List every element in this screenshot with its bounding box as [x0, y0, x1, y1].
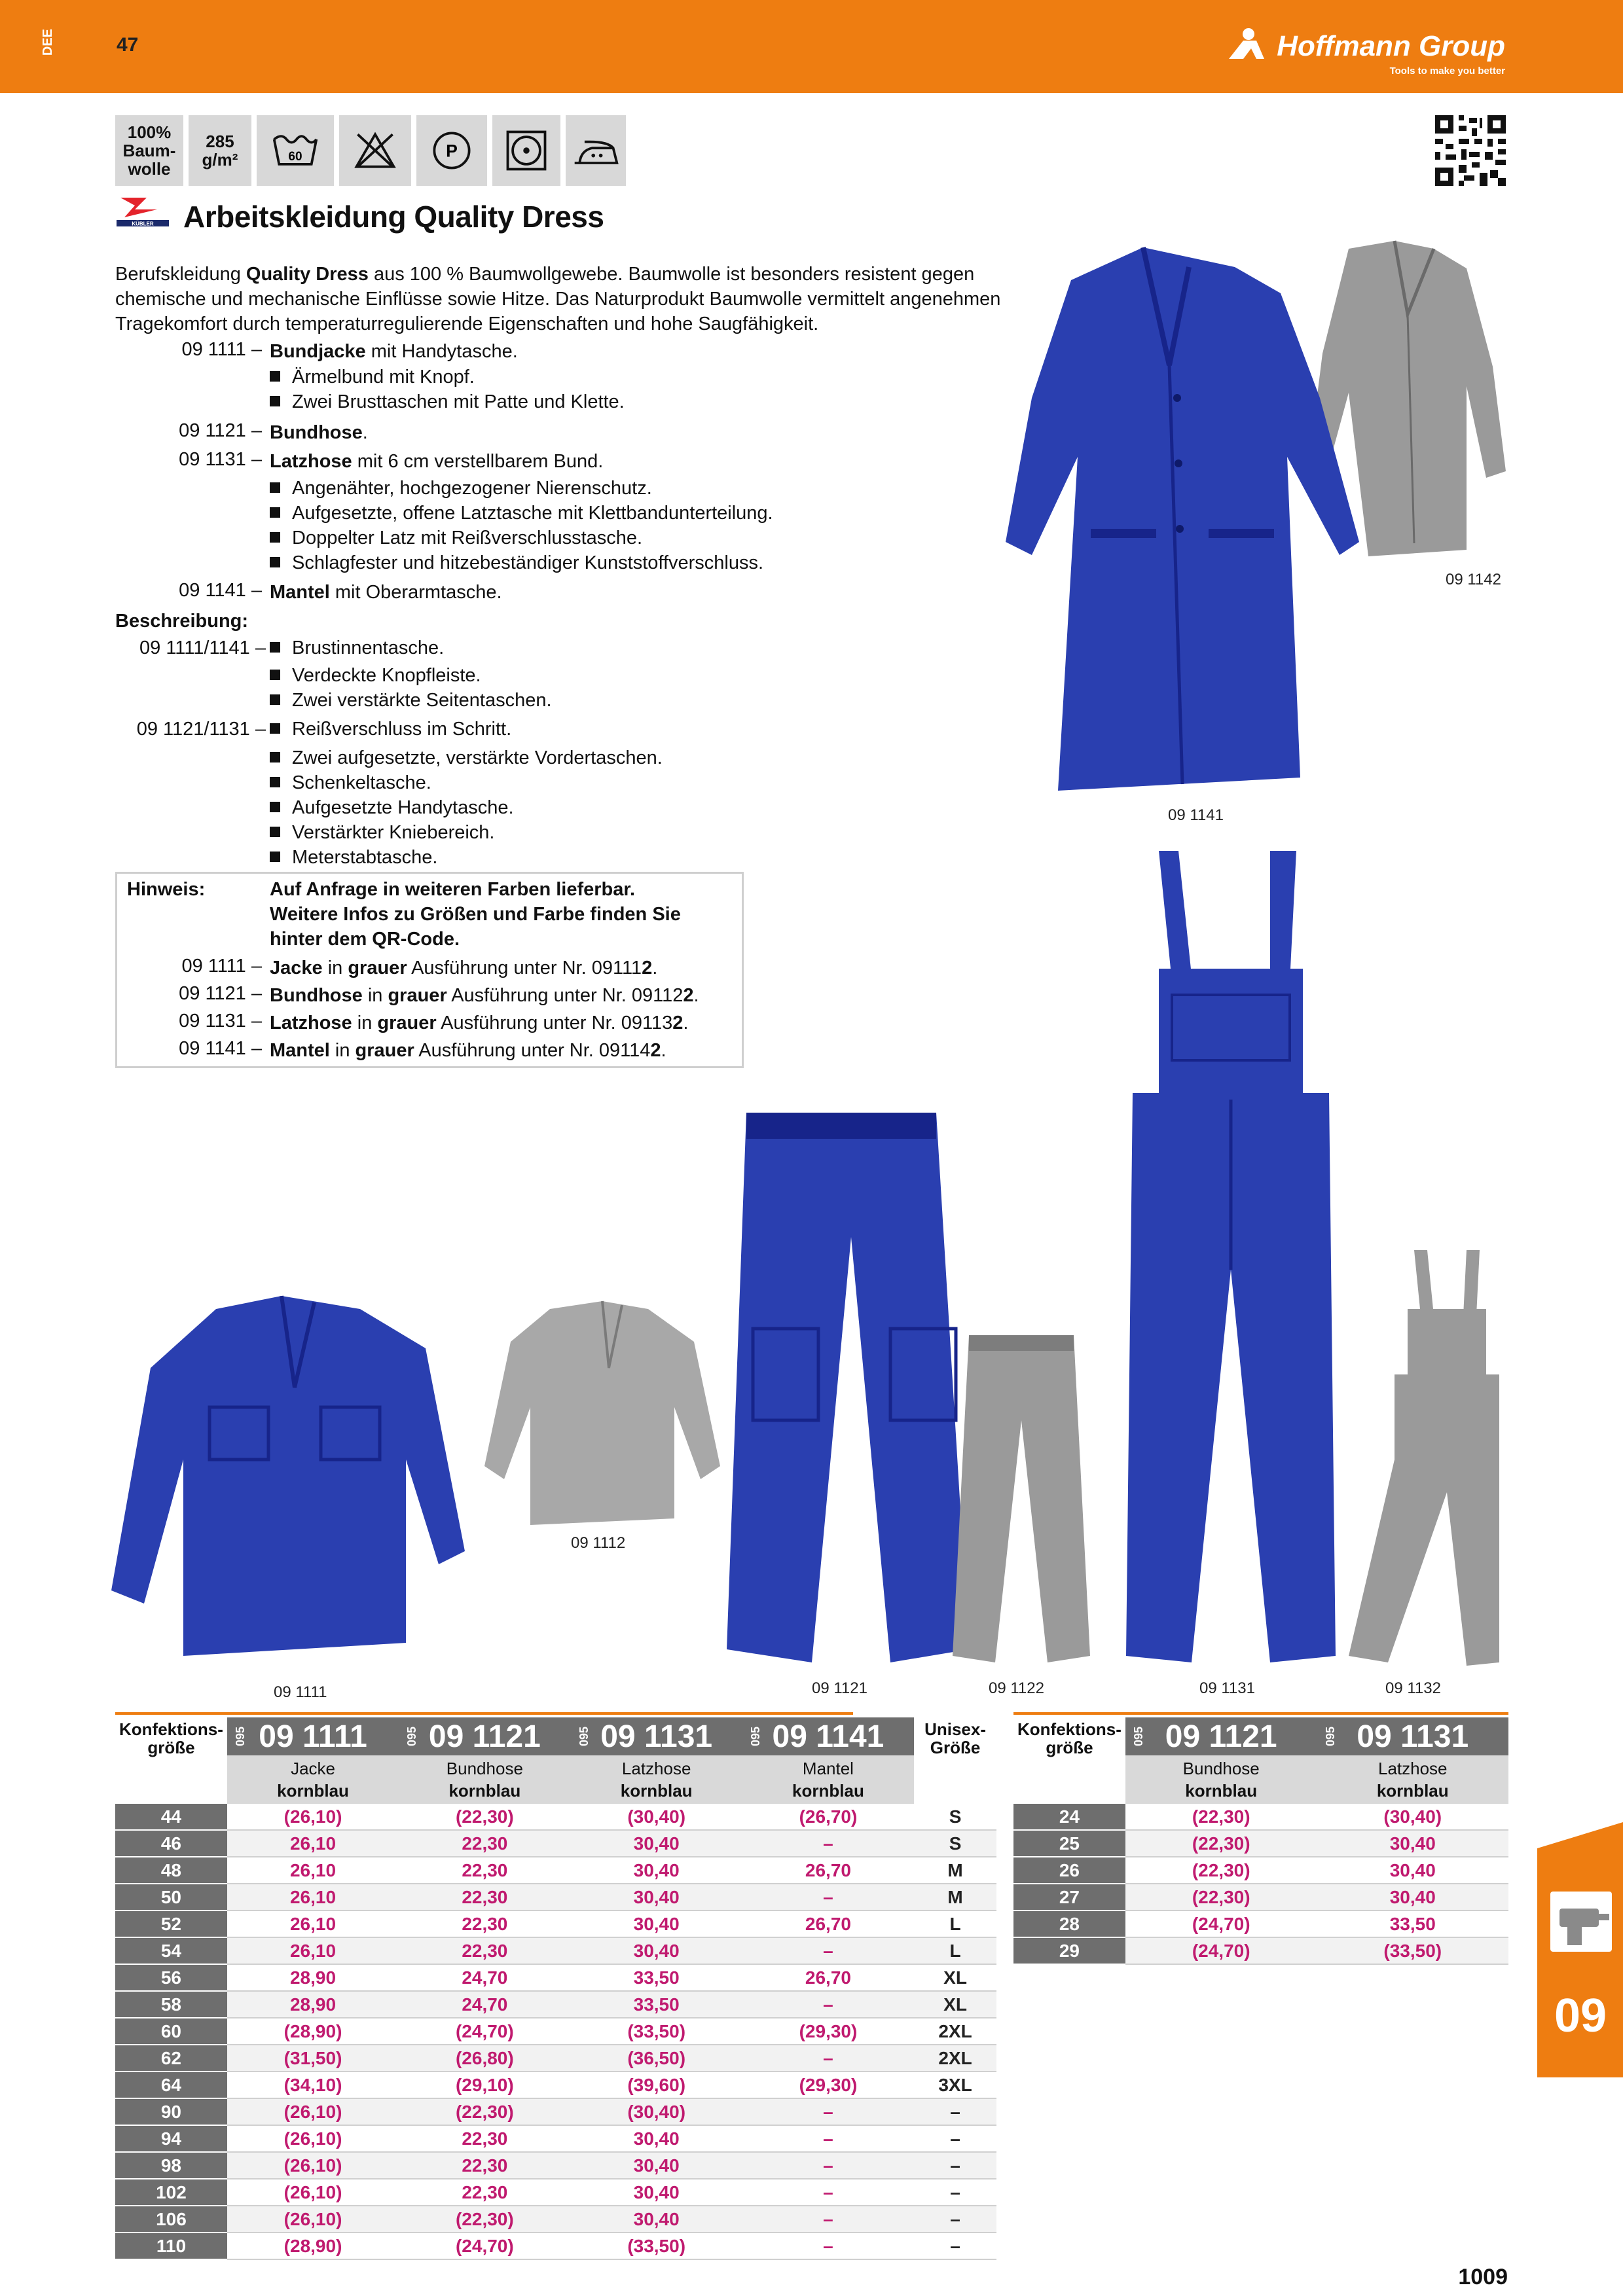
article-subheader: Jacke kornblau [227, 1755, 399, 1804]
price-cell: (26,70) [742, 1804, 914, 1830]
material-label: 100% Baum-wolle [115, 115, 183, 186]
price-cell: 26,10 [227, 1937, 399, 1964]
price-cell: 26,70 [742, 1964, 914, 1991]
catalog-page: 47 [117, 34, 139, 56]
product-jacke: Bundjacke mit Handytasche. [270, 341, 518, 362]
jacke-blue-image[interactable] [98, 1289, 478, 1669]
price-cell: 30,40 [571, 1884, 742, 1910]
table-row [115, 2152, 996, 2179]
note-item: Bundhose in grauer Ausführung unter Nr. 091122. [270, 985, 699, 1006]
intro-line-3: Tragekomfort durch temperaturregulierende Eigenschaften und hohe Saugfähigkeit. [115, 314, 819, 334]
table-row [1013, 1937, 1508, 1964]
product-latzhose: Latzhose mit 6 cm verstellbarem Bund. [270, 451, 604, 472]
price-cell: (26,10) [227, 2125, 399, 2152]
price-cell: 30,40 [1317, 1857, 1509, 1884]
price-cell: 33,50 [571, 1964, 742, 1991]
price-cell: (26,10) [227, 2206, 399, 2233]
bullet-item: Doppelter Latz mit Reißverschlusstasche. [270, 528, 642, 549]
latzhose-grey-image[interactable] [1336, 1244, 1512, 1669]
price-cell: – [742, 2098, 914, 2125]
price-cell: (24,70) [399, 2233, 570, 2259]
unisex-size-cell: – [914, 2179, 996, 2206]
price-cell: 26,10 [227, 1857, 399, 1884]
price-cell: 24,70 [399, 1991, 570, 2018]
product-code: 09 1111 – [181, 339, 262, 360]
bullet-item: Ärmelbund mit Knopf. [270, 367, 475, 388]
size-cell: 56 [115, 1964, 227, 1991]
size-cell: 27 [1013, 1884, 1125, 1910]
price-cell: 22,30 [399, 2152, 570, 2179]
size-cell: 44 [115, 1804, 227, 1830]
size-cell: 52 [115, 1910, 227, 1937]
bullet-item: Schlagfester und hitzebeständiger Kunststoffverschluss. [270, 552, 763, 574]
price-cell: 22,30 [399, 1857, 570, 1884]
size-cell: 94 [115, 2125, 227, 2152]
image-code: 09 1141 [1168, 806, 1224, 824]
size-cell: 58 [115, 1991, 227, 2018]
size-cell: 25 [1013, 1830, 1125, 1857]
article-subheader: Bundhose kornblau [1125, 1755, 1317, 1804]
price-cell: (24,70) [399, 2018, 570, 2045]
unisex-size-cell: XL [914, 1964, 996, 1991]
price-cell: 22,30 [399, 1830, 570, 1857]
page-title: Arbeitskleidung Quality Dress [183, 200, 604, 234]
intro-line-1: Berufskleidung Quality Dress aus 100 % Baumwollgewebe. Baumwolle ist besonders resistent gegen [115, 264, 975, 285]
price-cell: (28,90) [227, 2018, 399, 2045]
page-number: 1009 [1458, 2265, 1508, 2289]
product-bundhose: Bundhose. [270, 422, 368, 443]
note-item: Jacke in grauer Ausführung unter Nr. 091112. [270, 958, 658, 978]
unisex-size-cell: – [914, 2233, 996, 2259]
description-code: 09 1111/1141 – [139, 637, 266, 658]
size-cell: 48 [115, 1857, 227, 1884]
price-cell: 30,40 [571, 1910, 742, 1937]
price-cell: 26,10 [227, 1830, 399, 1857]
bullet-item: Aufgesetzte, offene Latztasche mit Klettbandunterteilung. [270, 503, 773, 524]
unisex-size-cell: 2XL [914, 2018, 996, 2045]
price-cell: 30,40 [1317, 1830, 1509, 1857]
size-price-table-short [1013, 1717, 1508, 1965]
unisex-size-cell: S [914, 1804, 996, 1830]
unisex-size-cell: M [914, 1884, 996, 1910]
latzhose-blue-image[interactable] [1106, 844, 1349, 1676]
price-cell: 24,70 [399, 1964, 570, 1991]
price-cell: (30,40) [571, 1804, 742, 1830]
price-cell: 33,50 [571, 1991, 742, 2018]
description-code: 09 1121/1131 – [136, 719, 266, 740]
price-cell: (34,10) [227, 2072, 399, 2098]
table-row [115, 2098, 996, 2125]
table-row [115, 1937, 996, 1964]
price-cell: (33,50) [1317, 1937, 1509, 1964]
price-cell: (33,50) [571, 2233, 742, 2259]
table-row [115, 2045, 996, 2072]
bullet-item: Reißverschluss im Schritt. [270, 719, 511, 740]
bullet-item: Schenkeltasche. [270, 772, 431, 794]
note-item: Latzhose in grauer Ausführung unter Nr. 091132. [270, 1013, 689, 1033]
svg-text:P: P [446, 141, 458, 161]
unisex-size-cell: XL [914, 1991, 996, 2018]
size-cell: 64 [115, 2072, 227, 2098]
product-code: 09 1141 – [179, 580, 262, 601]
price-cell: 26,10 [227, 1884, 399, 1910]
price-cell: (26,10) [227, 2179, 399, 2206]
tumble-dry-icon [492, 115, 560, 186]
unisex-size-cell: L [914, 1937, 996, 1964]
table-row [115, 2072, 996, 2098]
table-row [1013, 1910, 1508, 1937]
bullet-item: Verstärkter Kniebereich. [270, 822, 494, 844]
bundhose-grey-image[interactable] [949, 1329, 1093, 1669]
table-row [115, 2206, 996, 2233]
note-code: 09 1111 – [181, 956, 262, 977]
unisex-size-cell: 3XL [914, 2072, 996, 2098]
brand-name: Hoffmann Group [1277, 30, 1505, 62]
unisex-size-cell: S [914, 1830, 996, 1857]
size-cell: 62 [115, 2045, 227, 2072]
table-row [1013, 1830, 1508, 1857]
price-cell: (22,30) [399, 1804, 570, 1830]
bullet-item: Verdeckte Knopfleiste. [270, 665, 481, 687]
price-cell: 30,40 [571, 1857, 742, 1884]
price-cell: (29,30) [742, 2072, 914, 2098]
jacke-grey-image[interactable] [478, 1296, 727, 1532]
price-cell: (26,10) [227, 2098, 399, 2125]
price-cell: (29,30) [742, 2018, 914, 2045]
note-code: 09 1121 – [179, 983, 262, 1004]
svg-text:60: 60 [288, 150, 302, 164]
note-code: 09 1141 – [179, 1038, 262, 1059]
note-text: hinter dem QR-Code. [270, 929, 460, 950]
unisex-size-cell: 2XL [914, 2045, 996, 2072]
price-cell: 30,40 [1317, 1884, 1509, 1910]
price-cell: 30,40 [571, 1830, 742, 1857]
price-cell: 22,30 [399, 1910, 570, 1937]
unisex-size-cell: L [914, 1910, 996, 1937]
price-cell: 26,70 [742, 1910, 914, 1937]
qr-code-icon[interactable] [1432, 113, 1508, 188]
svg-text:KÜBLER: KÜBLER [132, 221, 154, 227]
size-cell: 28 [1013, 1910, 1125, 1937]
unisex-size-cell: – [914, 2098, 996, 2125]
price-cell: – [742, 1991, 914, 2018]
price-cell: (22,30) [399, 2206, 570, 2233]
product-code: 09 1121 – [179, 420, 262, 441]
size-cell: 90 [115, 2098, 227, 2125]
image-code: 09 1121 [812, 1679, 867, 1697]
price-cell: (24,70) [1125, 1910, 1317, 1937]
price-cell: – [742, 1937, 914, 1964]
no-bleach-icon [339, 115, 411, 186]
brand-tagline: Tools to make you better [1389, 65, 1505, 77]
mantel-blue-image[interactable] [993, 241, 1372, 797]
table-row [1013, 1857, 1508, 1884]
size-label: Konfektions-größe [119, 1719, 223, 1757]
price-cell: (26,80) [399, 2045, 570, 2072]
table-row [115, 2125, 996, 2152]
table-row [115, 1857, 996, 1884]
price-cell: (31,50) [227, 2045, 399, 2072]
unisex-size-cell: – [914, 2125, 996, 2152]
table-row [115, 1804, 996, 1830]
size-cell: 60 [115, 2018, 227, 2045]
size-cell: 24 [1013, 1804, 1125, 1830]
price-cell: 26,10 [227, 1910, 399, 1937]
image-code: 09 1111 [274, 1683, 327, 1701]
size-cell: 29 [1013, 1937, 1125, 1964]
price-cell: 33,50 [1317, 1910, 1509, 1937]
note-label: Hinweis: [127, 879, 206, 900]
article-subheader: Bundhose kornblau [399, 1755, 570, 1804]
price-cell: 30,40 [571, 2179, 742, 2206]
language-code: DEE [41, 29, 55, 56]
size-cell: 110 [115, 2233, 227, 2259]
article-header[interactable]: 095 09 1111 [227, 1717, 399, 1755]
intro-line-2: chemische und mechanische Einflüsse sowie Hitze. Das Naturprodukt Baumwolle vermittelt angenehmen [115, 289, 1001, 310]
price-cell: – [742, 2233, 914, 2259]
dry-clean-p-icon [416, 115, 487, 186]
table-row [115, 1964, 996, 1991]
price-cell: (26,10) [227, 2152, 399, 2179]
price-cell: – [742, 2152, 914, 2179]
chapter-number: 09 [1554, 1990, 1607, 2042]
table-row [115, 1910, 996, 1937]
size-price-table [115, 1717, 996, 2260]
price-cell: 30,40 [571, 2125, 742, 2152]
image-code: 09 1122 [989, 1679, 1044, 1697]
price-cell: (36,50) [571, 2045, 742, 2072]
price-cell: – [742, 2206, 914, 2233]
article-subheader: Mantel kornblau [742, 1755, 914, 1804]
bullet-item: Angenähter, hochgezogener Nierenschutz. [270, 478, 652, 499]
unisex-size-cell: – [914, 2152, 996, 2179]
price-cell: (28,90) [227, 2233, 399, 2259]
size-cell: 54 [115, 1937, 227, 1964]
price-cell: (22,30) [399, 2098, 570, 2125]
bullet-item: Meterstabtasche. [270, 847, 437, 869]
note-code: 09 1131 – [179, 1011, 262, 1031]
size-cell: 50 [115, 1884, 227, 1910]
table-row [115, 2233, 996, 2259]
unisex-size-cell: – [914, 2206, 996, 2233]
unisex-label: Unisex-Größe [924, 1719, 986, 1757]
price-cell: 28,90 [227, 1991, 399, 2018]
note-item: Mantel in grauer Ausführung unter Nr. 091142. [270, 1040, 666, 1061]
size-cell: 102 [115, 2179, 227, 2206]
size-cell: 26 [1013, 1857, 1125, 1884]
size-cell: 98 [115, 2152, 227, 2179]
table-row [115, 1991, 996, 2018]
chapter-tab[interactable] [1537, 1822, 1623, 2077]
image-code: 09 1132 [1385, 1679, 1441, 1697]
price-cell: (22,30) [1125, 1884, 1317, 1910]
price-cell: 30,40 [571, 2152, 742, 2179]
table-row [115, 1830, 996, 1857]
note-text: Weitere Infos zu Größen und Farbe finden Sie [270, 904, 681, 925]
price-cell: (39,60) [571, 2072, 742, 2098]
bullet-item: Aufgesetzte Handytasche. [270, 797, 514, 819]
price-cell: (22,30) [1125, 1857, 1317, 1884]
price-cell: 26,70 [742, 1857, 914, 1884]
image-code: 09 1112 [571, 1534, 626, 1552]
product-mantel: Mantel mit Oberarmtasche. [270, 582, 502, 603]
bullet-item: Zwei aufgesetzte, verstärkte Vordertaschen. [270, 747, 663, 769]
note-text: Auf Anfrage in weiteren Farben lieferbar. [270, 879, 636, 900]
size-label: Konfektions-größe [1017, 1719, 1122, 1757]
wash-60-icon [257, 115, 334, 186]
price-cell: – [742, 1884, 914, 1910]
price-cell: – [742, 2045, 914, 2072]
table-row [115, 2018, 996, 2045]
price-cell: 22,30 [399, 1884, 570, 1910]
price-cell: 30,40 [571, 2206, 742, 2233]
price-cell: 22,30 [399, 2179, 570, 2206]
article-header[interactable]: 095 09 1121 [1125, 1717, 1317, 1755]
price-cell: (22,30) [1125, 1830, 1317, 1857]
iron-icon [566, 115, 626, 186]
hoffmann-logo-icon [1224, 26, 1269, 63]
article-header[interactable]: 095 09 1131 [571, 1717, 742, 1755]
price-cell: (30,40) [1317, 1804, 1509, 1830]
product-code: 09 1131 – [179, 449, 262, 470]
table-row [115, 2179, 996, 2206]
price-cell: (22,30) [1125, 1804, 1317, 1830]
price-cell: (29,10) [399, 2072, 570, 2098]
article-subheader: Latzhose kornblau [1317, 1755, 1509, 1804]
image-code: 09 1142 [1446, 571, 1501, 588]
article-header[interactable]: 095 09 1121 [399, 1717, 570, 1755]
table-top-rule [115, 1712, 853, 1715]
weight-label: 285 g/m² [189, 115, 251, 186]
size-cell: 46 [115, 1830, 227, 1857]
price-cell: 28,90 [227, 1964, 399, 1991]
image-code: 09 1131 [1199, 1679, 1255, 1697]
price-cell: (30,40) [571, 2098, 742, 2125]
price-cell: (26,10) [227, 1804, 399, 1830]
bullet-item: Zwei Brusttaschen mit Patte und Klette. [270, 391, 625, 413]
table-row [115, 1884, 996, 1910]
unisex-size-cell: M [914, 1857, 996, 1884]
price-cell: 22,30 [399, 1937, 570, 1964]
kuebler-logo-icon [115, 195, 170, 229]
table-row [1013, 1884, 1508, 1910]
price-cell: – [742, 1830, 914, 1857]
price-cell: – [742, 2125, 914, 2152]
price-cell: 30,40 [571, 1937, 742, 1964]
article-header[interactable]: 095 09 1141 [742, 1717, 914, 1755]
price-cell: 22,30 [399, 2125, 570, 2152]
article-header[interactable]: 095 09 1131 [1317, 1717, 1509, 1755]
brand-logo[interactable] [1230, 20, 1505, 79]
bullet-item: Brustinnentasche. [270, 637, 444, 659]
price-cell: (33,50) [571, 2018, 742, 2045]
size-cell: 106 [115, 2206, 227, 2233]
price-cell: (24,70) [1125, 1937, 1317, 1964]
table-top-rule [1013, 1712, 1508, 1715]
price-cell: – [742, 2179, 914, 2206]
article-subheader: Latzhose kornblau [571, 1755, 742, 1804]
table-row [1013, 1804, 1508, 1830]
bullet-item: Zwei verstärkte Seitentaschen. [270, 690, 552, 711]
description-heading: Beschreibung: [115, 611, 249, 632]
